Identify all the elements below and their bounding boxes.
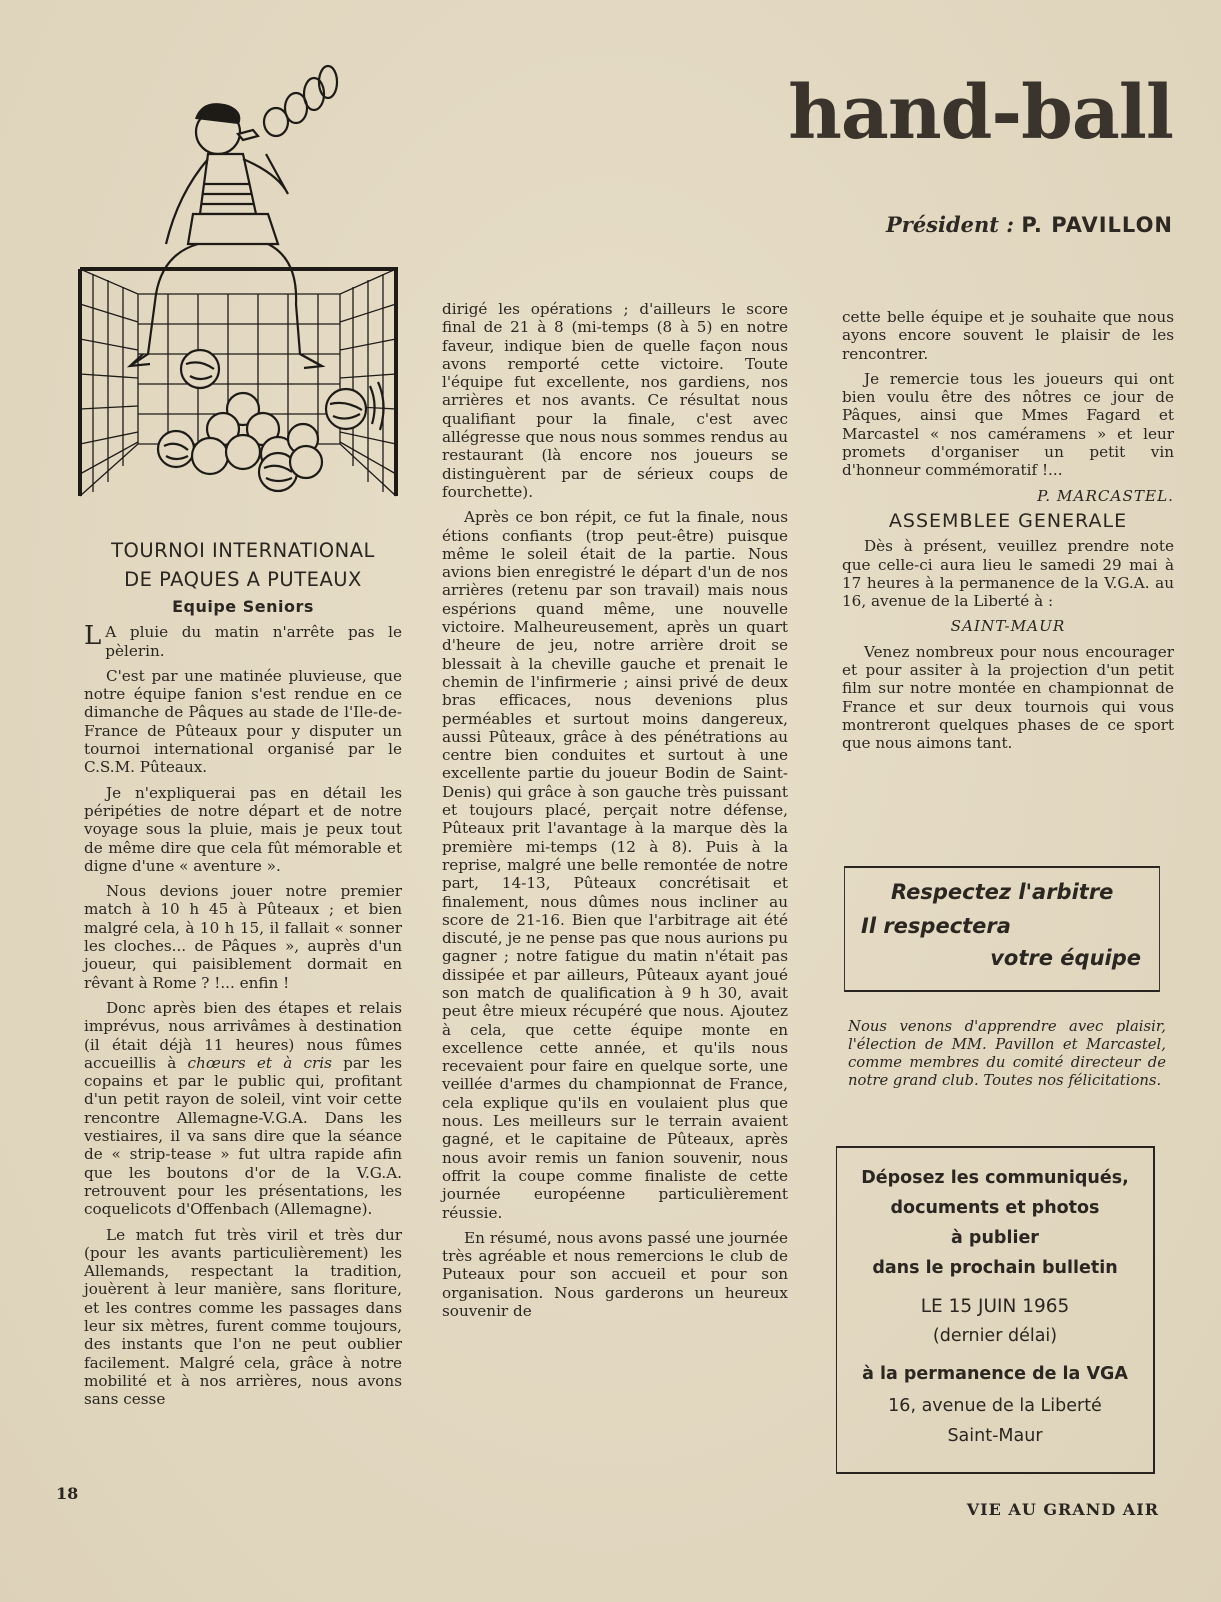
- article-paragraph: Après ce bon répit, ce fut la finale, nous étions confiants (trop peut-être) puisque même le soleil était de la partie. Nous avions bien enregistré le départ d'un de nos arrières (retenu par son travail) mais nous espérions quand même, une nouvelle victoire. Malheureusement, après un quart d'heure de jeu, notre arrière droit se blessait à la cheville gauche et prenait le chemin de l'infirmerie ; ainsi privé de deux bras efficaces, nous devenions plus perméables et surtout moins dangereux, aussi Pûteaux, grâce à des pénétrations au centre bien conduites et surtout à une excellente partie du joueur Bodin de Saint-Denis) qui grâce à son gauche très puissant et toujours placé, perçait notre défense, Pûteaux prit l'avantage à la marque dès la première mi-temps (12 à 8). Puis à la reprise, malgré une belle remontée de notre part, 14-13, Pûteaux concrétisait et finalement, nous dûmes nous incliner au score de 21-16. Bien que l'arbitrage ait été discuté, je ne pense pas que nous aurions pu gagner ; notre fatigue du matin n'était pas dissipée et par ailleurs, Pûteaux ayant joué son match de qualification à 9 h 30, avait peut être mieux récupéré que nous. Ajoutez à cela, que cette équipe monte en excellence cette année, et qu'ils nous recevaient pour faire en quelque sorte, une veillée d'armes du championnat de France, cela explique qu'ils en voulaient plus que nous. Les meilleurs sur le terrain avaient gagné, et le capitaine de Pûteaux, après nous avoir remis un fanion souvenir, nous offrit la coupe comme finaliste de cette journée européenne particulièrement réussie.: [442, 508, 788, 1222]
- article-paragraph: En résumé, nous avons passé une journée très agréable et nous remercions le club de Puteaux pour son accueil et pour son organisation. Nous garderons un heureux souvenir de: [442, 1228, 788, 1321]
- submission-line: documents et photos: [890, 1198, 1100, 1218]
- magazine-name: VIE AU GRAND AIR: [966, 1500, 1159, 1519]
- assembly-paragraph: Venez nombreux pour nous encourager et pour assiter à la projection d'un petit film sur notre montée en championnat de France et sur deux tournois qui vous montreront quelques phases de ce sport que nous aimons tant.: [842, 642, 1174, 753]
- article-heading-line2: DE PAQUES A PUTEAUX: [124, 568, 362, 591]
- president-line: [886, 212, 1173, 237]
- article-paragraph: Le match fut très viril et très dur (pour les avants particulièrement) les Allemands, respectant la tradition, jouèrent à leur manière, sans floriture, et les contres comme les passages dans leur six mètres, furent comme toujours, des instants que l'on ne peut oublier facilement. Malgré cela, grâce à notre mobilité et à nos arrières, nous avons sans cesse: [84, 1225, 402, 1409]
- submission-line: à la permanence de la VGA: [862, 1364, 1128, 1384]
- article-paragraph: L A pluie du matin n'arrête pas le pèlerin.: [84, 621, 402, 660]
- submission-line: à publier: [951, 1228, 1039, 1248]
- president-name: P. PAVILLON: [1021, 213, 1173, 237]
- submission-box: [836, 1146, 1155, 1474]
- article-paragraph: cette belle équipe et je souhaite que nous ayons encore souvent le plaisir de les rencontrer.: [842, 308, 1174, 363]
- assembly-heading: ASSEMBLEE GENERALE: [888, 509, 1128, 532]
- article-signature: P. MARCASTEL.: [1037, 486, 1174, 505]
- article-paragraph: Je n'expliquerai pas en détail les péripéties de notre départ et de notre voyage sous la pluie, mais je peux tout de même dire que cela fût mémorable et digne d'une « aventure ».: [84, 783, 402, 875]
- article-subheading: Equipe Seniors: [172, 597, 314, 616]
- column-3: [842, 308, 1174, 760]
- submission-address: 16, avenue de la Liberté: [888, 1396, 1102, 1416]
- article-paragraph: dirigé les opérations ; d'ailleurs le score final de 21 à 8 (mi-temps (8 à 5) en notre faveur, indique bien de quelle façon nous avons remporté cette victoire. Toute l'équipe fut excellente, nos gardiens, nos arrières et nos avants. Ce résultat nous qualifiant pour la finale, c'est avec allégresse que nous nous sommes rendus au restaurant (là encore nos joueurs se distinguèrent par de sérieux coups de fourchette).: [442, 300, 788, 501]
- election-notice: Nous venons d'apprendre avec plaisir, l'élection de MM. Pavillon et Marcastel, comme membres du comité directeur de notre grand club. Toutes nos félicitations.: [848, 1018, 1166, 1089]
- page-number: 18: [56, 1484, 79, 1503]
- submission-deadline: LE 15 JUIN 1965: [920, 1296, 1070, 1317]
- referee-line1: Respectez l'arbitre: [891, 880, 1114, 904]
- column-1: [84, 540, 402, 1415]
- submission-line: dans le prochain bulletin: [872, 1258, 1118, 1278]
- column-2: [442, 300, 788, 1327]
- handball-goalkeeper-illustration: [78, 64, 408, 510]
- referee-line3: votre équipe: [990, 946, 1141, 970]
- article-paragraph: Je remercie tous les joueurs qui ont bien voulu être des nôtres ce jour de Pâques, ainsi que Mmes Fagard et Marcastel « nos caméramens » et leur promets d'organiser un petit vin d'honneur commémoratif !...: [842, 369, 1174, 480]
- submission-line: Déposez les communiqués,: [861, 1168, 1129, 1188]
- assembly-paragraph: Dès à présent, veuillez prendre note que celle-ci aura lieu le samedi 29 mai à 17 heures à la permanence de la V.G.A. au 16, avenue de la Liberté à :: [842, 537, 1174, 611]
- drop-cap: L: [84, 621, 102, 652]
- article-paragraph: Nous devions jouer notre premier match à 10 h 45 à Pûteaux ; et bien malgré cela, à 10 h 15, il fallait « sonner les cloches... de Pâques », auprès d'un joueur, qui paisiblement dormait en rêvant à Rome ? !... enfin !: [84, 882, 402, 992]
- article-paragraph: C'est par une matinée pluvieuse, que notre équipe fanion s'est rendue en ce dimanche de Pâques au stade de l'Ile-de-France de Pûteaux pour y disputer un tournoi international organisé par le C.S.M. Pûteaux.: [84, 666, 402, 777]
- referee-line2: Il respectera: [861, 914, 1011, 938]
- article-paragraph: Donc après bien des étapes et relais imprévus, nous arrivâmes à destination (il était déjà 11 heures) nous fûmes accueillis à chœurs et à cris par les copains et par le public qui, profitant d'un petit rayon de soleil, vint voir cette rencontre Allemagne-V.G.A. Dans les vestiaires, il va sans dire que la séance de « strip-tease » fut ultra rapide afin que les boutons d'or de la V.G.A. retrouvent pour les présentations, les coquelicots d'Offenbach (Allemagne).: [84, 998, 402, 1219]
- submission-line: (dernier délai): [932, 1326, 1058, 1346]
- submission-city: Saint-Maur: [947, 1426, 1043, 1446]
- assembly-place: SAINT-MAUR: [950, 617, 1066, 636]
- president-label: Président :: [885, 212, 1015, 237]
- article-heading-line1: TOURNOI INTERNATIONAL: [111, 539, 375, 562]
- page-title: hand-ball: [788, 70, 1173, 156]
- referee-box: [844, 866, 1160, 992]
